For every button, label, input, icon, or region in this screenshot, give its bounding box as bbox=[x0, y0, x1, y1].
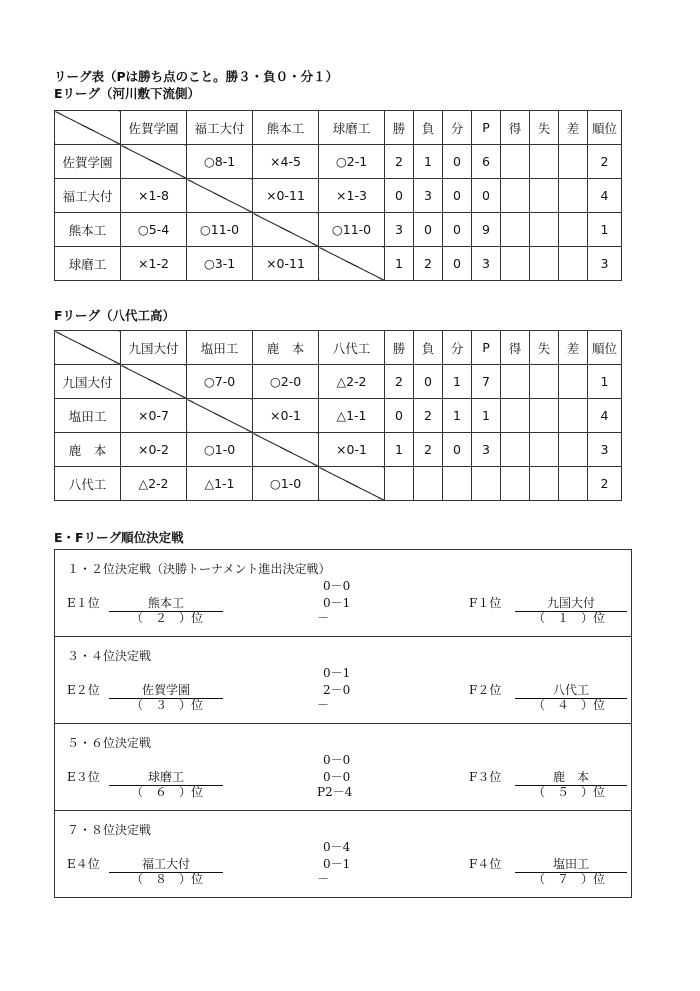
left-team: 福工大付 bbox=[109, 855, 223, 873]
stat-column-header: 差 bbox=[559, 331, 588, 365]
stat-cell bbox=[501, 213, 530, 247]
table-row bbox=[55, 399, 622, 433]
result-cell: ×0-2 bbox=[121, 433, 187, 467]
stat-column-header: 順位 bbox=[588, 331, 622, 365]
stat-cell: 1 bbox=[443, 365, 472, 399]
team-name-cell: 球磨工 bbox=[55, 247, 121, 281]
stat-cell: 1 bbox=[385, 433, 414, 467]
left-team: 球磨工 bbox=[109, 768, 223, 786]
stat-cell: 3 bbox=[414, 179, 443, 213]
stat-cell: 9 bbox=[472, 213, 501, 247]
team-column-header: 鹿 本 bbox=[253, 331, 319, 365]
result-cell: ○2-1 bbox=[319, 145, 385, 179]
score-pk: － bbox=[317, 698, 330, 712]
stat-cell bbox=[559, 467, 588, 501]
playoff-section bbox=[55, 637, 631, 724]
stat-cell: 2 bbox=[414, 399, 443, 433]
stat-column-header: 分 bbox=[443, 111, 472, 145]
score-first-half: 0－4 bbox=[323, 840, 351, 854]
stat-column-header: 失 bbox=[530, 331, 559, 365]
stat-cell: 1 bbox=[472, 399, 501, 433]
stat-column-header: 勝 bbox=[385, 331, 414, 365]
header-row bbox=[55, 111, 622, 145]
stat-column-header: 勝 bbox=[385, 111, 414, 145]
stat-cell: 0 bbox=[414, 365, 443, 399]
score-second-half: 0－1 bbox=[323, 857, 351, 871]
stat-cell: 2 bbox=[588, 145, 622, 179]
left-rank: （ ２ ）位 bbox=[131, 611, 204, 625]
result-cell: ×0-1 bbox=[319, 433, 385, 467]
playoff-title: １・２位決定戦（決勝トーナメント進出決定戦） bbox=[67, 562, 331, 576]
diagonal-cell bbox=[187, 399, 253, 433]
stat-cell bbox=[559, 433, 588, 467]
team-column-header: 塩田工 bbox=[187, 331, 253, 365]
score-first-half: 0－0 bbox=[323, 579, 351, 593]
result-cell: △2-2 bbox=[319, 365, 385, 399]
stat-cell: 3 bbox=[588, 433, 622, 467]
stat-cell bbox=[501, 433, 530, 467]
diagonal-cell bbox=[187, 179, 253, 213]
stat-cell: 7 bbox=[472, 365, 501, 399]
e-league-table bbox=[54, 110, 622, 281]
stat-cell: 3 bbox=[472, 247, 501, 281]
result-cell: ×0-11 bbox=[253, 247, 319, 281]
playoff-section bbox=[55, 724, 631, 811]
score-first-half: 0－1 bbox=[323, 666, 351, 680]
stat-cell bbox=[501, 399, 530, 433]
team-name-cell: 福工大付 bbox=[55, 179, 121, 213]
team-name-cell: 鹿 本 bbox=[55, 433, 121, 467]
result-cell: ○3-1 bbox=[187, 247, 253, 281]
table-row bbox=[55, 179, 622, 213]
stat-cell bbox=[530, 433, 559, 467]
stat-cell: 0 bbox=[443, 433, 472, 467]
stat-cell: 0 bbox=[472, 179, 501, 213]
stat-cell bbox=[530, 365, 559, 399]
score-second-half: 2－0 bbox=[323, 683, 351, 697]
stat-cell bbox=[501, 467, 530, 501]
left-rank: （ ６ ）位 bbox=[131, 785, 204, 799]
stat-cell: 0 bbox=[385, 179, 414, 213]
header-row bbox=[55, 331, 622, 365]
stat-cell bbox=[559, 213, 588, 247]
stat-cell: 0 bbox=[443, 247, 472, 281]
team-name-cell: 塩田工 bbox=[55, 399, 121, 433]
stat-cell: 0 bbox=[443, 213, 472, 247]
table-row bbox=[55, 145, 622, 179]
stat-column-header: 負 bbox=[414, 111, 443, 145]
heading-playoffs: E・Fリーグ順位決定戦 bbox=[54, 530, 184, 545]
team-name-cell: 八代工 bbox=[55, 467, 121, 501]
heading-f-league: Fリーグ（八代工高） bbox=[54, 308, 176, 323]
stat-cell bbox=[530, 399, 559, 433]
diagonal-cell bbox=[121, 145, 187, 179]
stat-cell: 0 bbox=[443, 145, 472, 179]
stat-cell bbox=[530, 179, 559, 213]
stat-cell: 1 bbox=[588, 365, 622, 399]
team-name-cell: 熊本工 bbox=[55, 213, 121, 247]
team-column-header: 九国大付 bbox=[121, 331, 187, 365]
stat-column-header: 得 bbox=[501, 111, 530, 145]
stat-column-header: 分 bbox=[443, 331, 472, 365]
team-column-header: 熊本工 bbox=[253, 111, 319, 145]
right-rank: （ ７ ）位 bbox=[533, 872, 606, 886]
stat-cell bbox=[559, 399, 588, 433]
result-cell: ○7-0 bbox=[187, 365, 253, 399]
stat-cell bbox=[559, 179, 588, 213]
right-rank: （ ５ ）位 bbox=[533, 785, 606, 799]
team-column-header: 佐賀学園 bbox=[121, 111, 187, 145]
table-row bbox=[55, 213, 622, 247]
left-label: E２位 bbox=[67, 683, 100, 697]
playoff-title: ５・６位決定戦 bbox=[67, 736, 152, 750]
result-cell: ○11-0 bbox=[187, 213, 253, 247]
stat-column-header: P bbox=[472, 111, 501, 145]
stat-cell: 3 bbox=[588, 247, 622, 281]
team-name-cell: 佐賀学園 bbox=[55, 145, 121, 179]
playoff-title: ７・８位決定戦 bbox=[67, 823, 152, 837]
score-first-half: 0－0 bbox=[323, 753, 351, 767]
stat-cell bbox=[559, 365, 588, 399]
stat-column-header: P bbox=[472, 331, 501, 365]
right-rank: （ １ ）位 bbox=[533, 611, 606, 625]
heading-e-league: Eリーグ（河川敷下流側） bbox=[54, 86, 201, 101]
stat-cell: 1 bbox=[414, 145, 443, 179]
stat-cell: 2 bbox=[385, 365, 414, 399]
left-label: E３位 bbox=[67, 770, 100, 784]
left-rank: （ ８ ）位 bbox=[131, 872, 204, 886]
left-team: 佐賀学園 bbox=[109, 681, 223, 699]
f-league-table bbox=[54, 330, 622, 501]
stat-cell bbox=[530, 145, 559, 179]
table-row bbox=[55, 247, 622, 281]
score-second-half: 0－1 bbox=[323, 596, 351, 610]
score-second-half: 0－0 bbox=[323, 770, 351, 784]
result-cell: ○11-0 bbox=[319, 213, 385, 247]
stat-column-header: 負 bbox=[414, 331, 443, 365]
result-cell: △1-1 bbox=[187, 467, 253, 501]
stat-cell: 2 bbox=[414, 433, 443, 467]
result-cell: ×0-11 bbox=[253, 179, 319, 213]
team-name-cell: 九国大付 bbox=[55, 365, 121, 399]
score-pk: P2－4 bbox=[317, 785, 353, 799]
stat-cell bbox=[414, 467, 443, 501]
playoff-section bbox=[55, 811, 631, 898]
stat-column-header: 差 bbox=[559, 111, 588, 145]
result-cell: ○1-0 bbox=[187, 433, 253, 467]
stat-cell bbox=[559, 247, 588, 281]
playoff-box bbox=[54, 549, 632, 898]
stat-cell: 0 bbox=[414, 213, 443, 247]
right-rank: （ ４ ）位 bbox=[533, 698, 606, 712]
stat-cell bbox=[501, 179, 530, 213]
stat-cell: 1 bbox=[588, 213, 622, 247]
result-cell: ×1-3 bbox=[319, 179, 385, 213]
stat-column-header: 得 bbox=[501, 331, 530, 365]
corner-cell bbox=[55, 111, 121, 145]
team-column-header: 八代工 bbox=[319, 331, 385, 365]
stat-cell: 0 bbox=[385, 399, 414, 433]
result-cell: △2-2 bbox=[121, 467, 187, 501]
right-team: 塩田工 bbox=[515, 855, 627, 873]
table-row bbox=[55, 433, 622, 467]
stat-column-header: 順位 bbox=[588, 111, 622, 145]
stat-cell bbox=[559, 145, 588, 179]
left-team: 熊本工 bbox=[109, 594, 223, 612]
stat-cell: 4 bbox=[588, 179, 622, 213]
team-column-header: 福工大付 bbox=[187, 111, 253, 145]
stat-cell bbox=[530, 247, 559, 281]
diagonal-cell bbox=[319, 247, 385, 281]
table-row bbox=[55, 365, 622, 399]
stat-cell: 2 bbox=[414, 247, 443, 281]
stat-cell: 1 bbox=[443, 399, 472, 433]
stat-cell: 0 bbox=[443, 179, 472, 213]
right-label: F１位 bbox=[469, 596, 502, 610]
diagonal-cell bbox=[253, 433, 319, 467]
stat-cell: 3 bbox=[472, 433, 501, 467]
stat-cell bbox=[530, 467, 559, 501]
result-cell: ○2-0 bbox=[253, 365, 319, 399]
stat-cell: 1 bbox=[385, 247, 414, 281]
table-row bbox=[55, 467, 622, 501]
result-cell: ○1-0 bbox=[253, 467, 319, 501]
right-team: 九国大付 bbox=[515, 594, 627, 612]
heading-league-table: リーグ表（Pは勝ち点のこと。勝３・負０・分１） bbox=[54, 69, 339, 84]
left-rank: （ ３ ）位 bbox=[131, 698, 204, 712]
playoff-title: ３・４位決定戦 bbox=[67, 649, 152, 663]
stat-cell: 2 bbox=[588, 467, 622, 501]
result-cell: ○8-1 bbox=[187, 145, 253, 179]
team-column-header: 球磨工 bbox=[319, 111, 385, 145]
score-pk: － bbox=[317, 611, 330, 625]
diagonal-cell bbox=[319, 467, 385, 501]
corner-cell bbox=[55, 331, 121, 365]
stat-cell: 2 bbox=[385, 145, 414, 179]
stat-cell bbox=[530, 213, 559, 247]
stat-cell bbox=[443, 467, 472, 501]
right-label: F２位 bbox=[469, 683, 502, 697]
result-cell: ×1-8 bbox=[121, 179, 187, 213]
stat-cell bbox=[501, 145, 530, 179]
right-label: F４位 bbox=[469, 857, 502, 871]
result-cell: △1-1 bbox=[319, 399, 385, 433]
right-team: 鹿 本 bbox=[515, 768, 627, 786]
result-cell: ○5-4 bbox=[121, 213, 187, 247]
stat-cell: 6 bbox=[472, 145, 501, 179]
diagonal-cell bbox=[121, 365, 187, 399]
stat-cell bbox=[501, 365, 530, 399]
left-label: E１位 bbox=[67, 596, 100, 610]
stat-cell bbox=[501, 247, 530, 281]
result-cell: ×4-5 bbox=[253, 145, 319, 179]
stat-cell: 3 bbox=[385, 213, 414, 247]
result-cell: ×0-1 bbox=[253, 399, 319, 433]
stat-cell: 4 bbox=[588, 399, 622, 433]
stat-cell bbox=[385, 467, 414, 501]
stat-column-header: 失 bbox=[530, 111, 559, 145]
right-label: F３位 bbox=[469, 770, 502, 784]
result-cell: ×1-2 bbox=[121, 247, 187, 281]
left-label: E４位 bbox=[67, 857, 100, 871]
playoff-section bbox=[55, 550, 631, 637]
diagonal-cell bbox=[253, 213, 319, 247]
stat-cell bbox=[472, 467, 501, 501]
right-team: 八代工 bbox=[515, 681, 627, 699]
result-cell: ×0-7 bbox=[121, 399, 187, 433]
score-pk: － bbox=[317, 872, 330, 886]
